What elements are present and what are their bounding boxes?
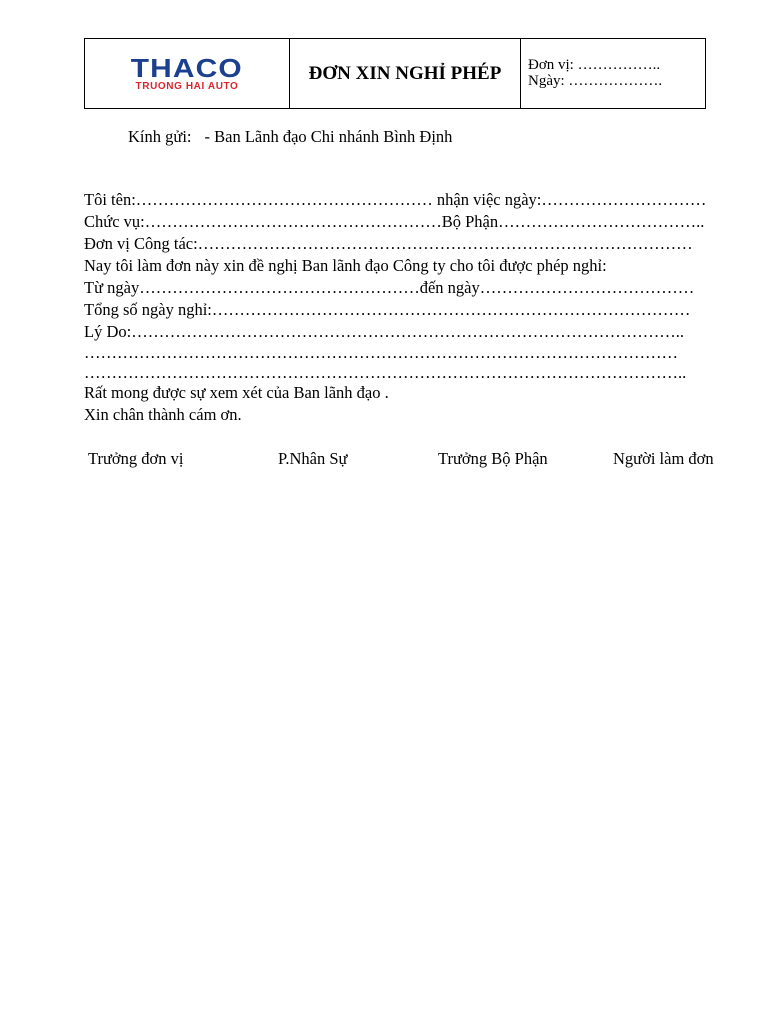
field-reason-line-3: ……………………………………………………………………………………………….. — [84, 363, 687, 382]
logo-tagline: TRUONG HAI AUTO — [135, 81, 239, 92]
field-reason: Lý Do:……………………………………………………………………………………….. — [84, 322, 684, 341]
logo-wordmark: THACO — [130, 53, 244, 83]
date-line: Ngày: ………………. — [528, 73, 663, 89]
closing-request: Rất mong được sự xem xét của Ban lãnh đạo . — [84, 383, 389, 402]
request-statement: Nay tôi làm đơn này xin đề nghị Ban lãnh đạo Công ty cho tôi được phép nghỉ: — [84, 256, 607, 275]
field-position-department: Chức vụ:………………………………………………Bộ Phận……………………………….. — [84, 212, 705, 231]
field-reason-line-2: ……………………………………………………………………………………………… — [84, 343, 678, 362]
signature-hr: P.Nhân Sự — [278, 449, 348, 468]
form-header — [84, 38, 706, 109]
signature-applicant: Người làm đơn — [613, 449, 714, 468]
field-work-unit: Đơn vị Công tác:……………………………………………………………………………… — [84, 234, 693, 253]
logo-cell — [85, 39, 290, 108]
field-date-range: Từ ngày……………………………………………đến ngày………………………………… — [84, 278, 695, 297]
unit-line: Đơn vị: …………….. — [528, 57, 661, 73]
title-cell — [290, 39, 521, 108]
greeting — [128, 127, 452, 147]
signature-dept-head: Trưởng Bộ Phận — [438, 449, 548, 468]
field-total-days: Tổng số ngày nghỉ:…………………………………………………………………………… — [84, 300, 691, 319]
field-name-start-date: Tôi tên:……………………………………………… nhận việc ngày:………………………… — [84, 190, 707, 209]
closing-thanks: Xin chân thành cám ơn. — [84, 405, 242, 424]
thaco-logo — [130, 53, 244, 93]
info-cell — [521, 39, 705, 108]
signature-unit-head: Trưởng đơn vị — [88, 449, 184, 468]
greeting-label: Kính gửi: — [128, 127, 192, 146]
greeting-recipient: - Ban Lãnh đạo Chi nhánh Bình Định — [204, 127, 453, 146]
document-title: ĐƠN XIN NGHỈ PHÉP — [308, 62, 502, 84]
